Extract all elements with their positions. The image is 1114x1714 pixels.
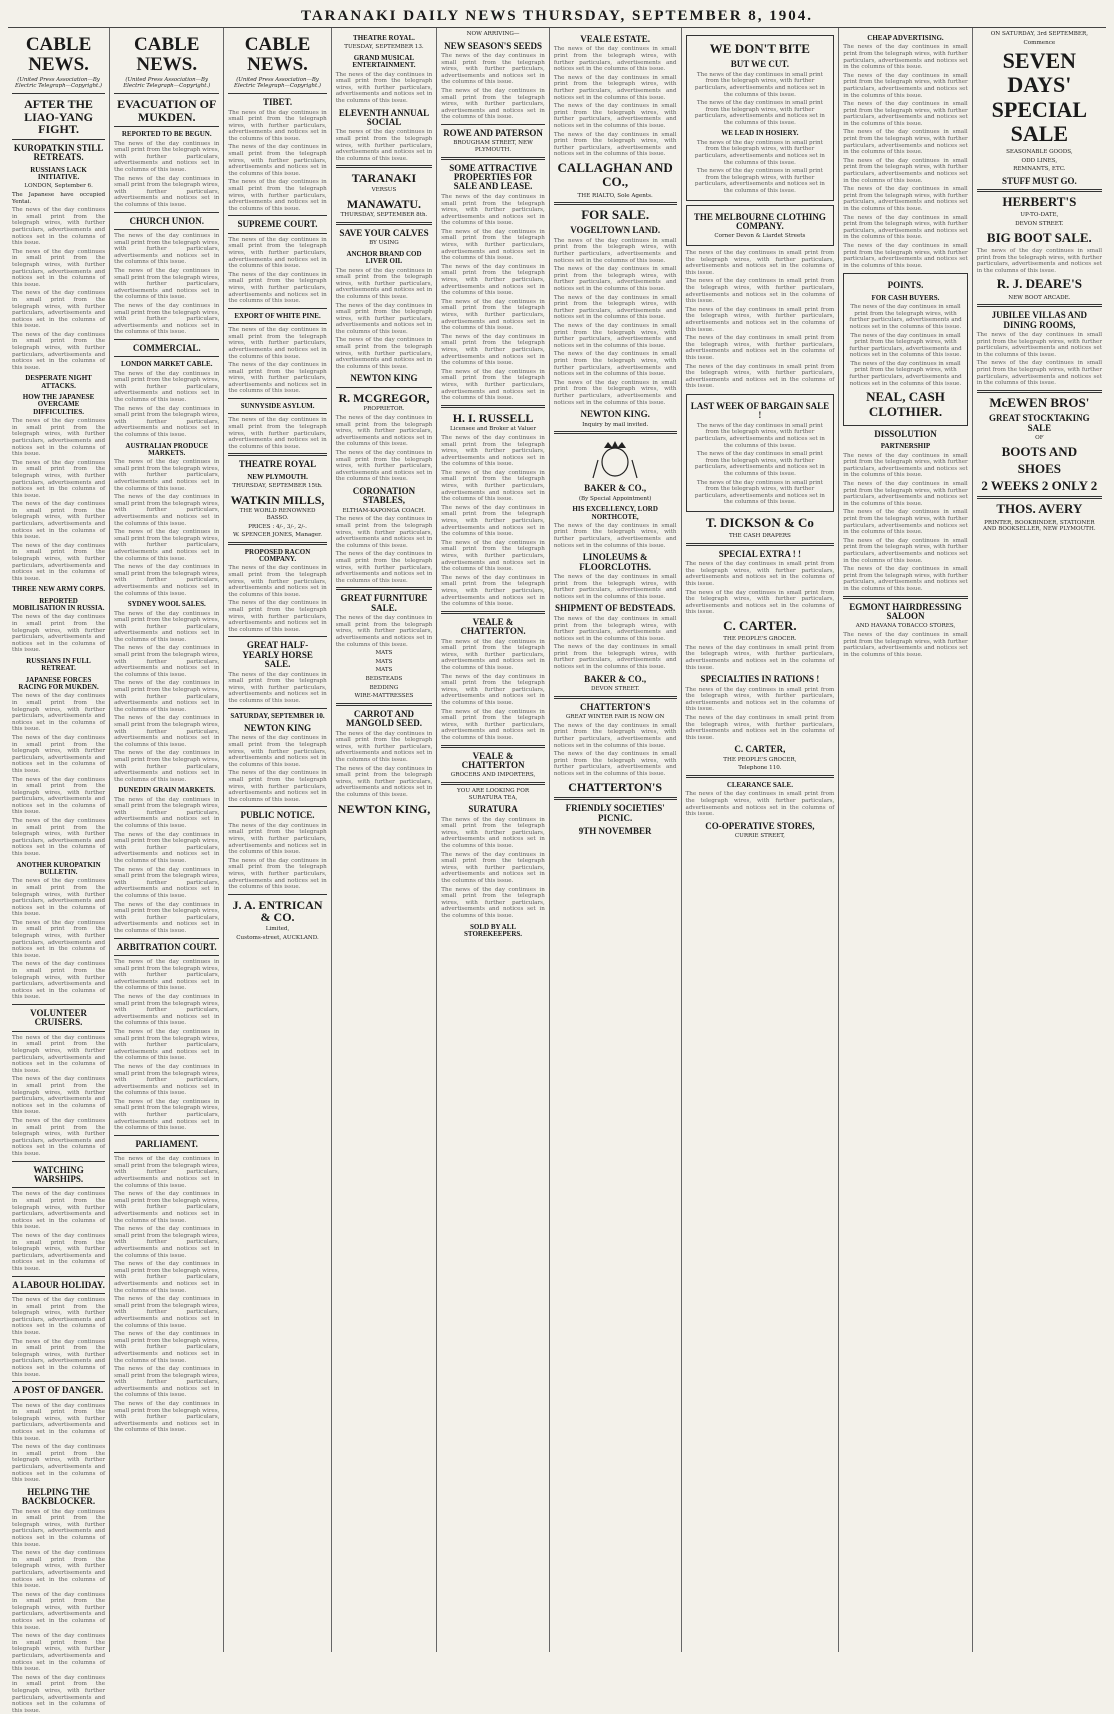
story-title: EXPORT OF WHITE PINE.: [234, 311, 321, 320]
story-title: SYDNEY WOOL SALES.: [127, 600, 206, 609]
cable-news-heading: CABLE NEWS.: [25, 34, 92, 75]
theatre-desc: THE WORLD RENOWNED BASSO.: [239, 508, 316, 521]
ad-title: LINOLEUMS & FLOORCLOTHS.: [579, 552, 652, 572]
ad-date: 9TH NOVEMBER: [578, 825, 652, 836]
ad-title: NEW SEASON'S SEEDS: [444, 40, 542, 51]
ad-title: R. J. DEARE'S: [996, 276, 1082, 292]
ad-title: C. CARTER,: [734, 744, 786, 755]
story-title: PARLIAMENT.: [135, 1138, 198, 1149]
credit: (United Press Association—By Electric Telegraph—Copyright.): [234, 76, 322, 90]
ad-title: R. MCGREGOR,: [338, 390, 430, 405]
ad-title: FRIENDLY SOCIETIES' PICNIC.: [565, 803, 665, 823]
ad-title: SPECIAL EXTRA ! !: [718, 548, 802, 559]
story-subtitle: KUROPATKIN STILL RETREATS.: [13, 142, 104, 163]
ad-title: SHIPMENT OF BEDSTEADS.: [555, 603, 676, 614]
ad-title: BIG BOOT SALE.: [986, 229, 1092, 245]
royal-crest-icon: [590, 438, 640, 480]
theatre-manager: W. SPENCER JONES, Manager.: [233, 532, 323, 539]
story-title: CHURCH UNION.: [129, 215, 204, 226]
theatre-date: THURSDAY, SEPTEMBER 15th.: [232, 483, 323, 490]
ad-title: NEWTON KING,: [337, 801, 431, 816]
story-title: COMMERCIAL.: [132, 342, 201, 353]
story-subtitle: HOW THE JAPANESE OVERCAME DIFFICULTIES.: [22, 393, 95, 416]
ad-title: MANAWATU.: [346, 196, 422, 211]
story-title: TIBET.: [262, 97, 293, 108]
ad-title: CHATTERTON'S: [568, 780, 663, 795]
ad-title: CORONATION STABLES,: [352, 486, 416, 506]
story-kicker: RUSSIANS LACK INITIATIVE.: [30, 165, 87, 182]
story-body: The news of the day continues in small print from the telegraph wires, with further particulars, advertisements and notices set in the columns of this issue.: [12, 207, 106, 247]
theatre-date: TUESDAY, SEPTEMBER 13.: [344, 44, 424, 51]
theatre-title: THEATRE ROYAL: [238, 459, 317, 470]
ad-title: TARANAKI: [351, 171, 417, 186]
ad-title: SEVEN DAYS' SPECIAL SALE: [991, 48, 1088, 146]
column-4: THEATRE ROYAL. TUESDAY, SEPTEMBER 13. GRAND MUSICAL ENTERTAINMENT. The news of the day continues in small print from the telegraph wires, with further particulars, advertisements and notices set in the columns of this issue. ELEVENTH ANNUAL SOCIAL The news of the day continues in small print from the telegraph wires, with further particulars, advertisements and notices set in the columns of this issue. TARANAKI VERSUS MANAWATU. THURSDAY, SEPTEMBER 8th. SAVE YOUR CALVES BY USING ANCHOR BRAND COD LIVER OIL The news of the day continues in small print from the telegraph wires, with further particulars, advertisements and notices set in the columns of this issue. The news of the day continues in small print from the telegraph wires, with further particulars, advertisements and notices set in the columns of this issue. The news of the day continues in small print from the telegraph wires, with further particulars, advertisements and notices set in the columns of this issue. NEWTON KING R. MCGREGOR, PROPRIETOR. The news of the day continues in small print from the telegraph wires, with further particulars, advertisements and notices set in the columns of this issue. The news of the day continues in small print from the telegraph wires, with further particulars, advertisements and notices set in the columns of this issue. CORONATION STABLES, ELTHAM-KAPONGA COACH. The news of the day continues in small print from the telegraph wires, with further particulars, advertisements and notices set in the columns of this issue. The news of the day continues in small print from the telegraph wires, with further particulars, advertisements and notices set in the columns of this issue. GREAT FURNITURE SALE. The news of the day continues in small print from the telegraph wires, with further particulars, advertisements and notices set in the columns of this issue. MATS MATS MATS BEDSTEADS BEDDING WIRE-MATTRESSES CARROT AND MANGOLD SEED. The news of the day continues in small print from the telegraph wires, with further particulars, advertisements and notices set in the columns of this issue. The news of the day continues in small print from the telegraph wires, with further particulars, advertisements and notices set in the columns of this issue. NEWTON KING,: [332, 28, 438, 1652]
story-title: ANOTHER KUROPATKIN BULLETIN.: [16, 860, 101, 876]
cable-news-heading: CABLE NEWS.: [134, 34, 200, 75]
ad-title: BAKER & CO.,: [584, 673, 647, 684]
ad-box: THE MELBOURNE CLOTHING COMPANY. Corner Devon & Liardet Streets: [686, 205, 835, 246]
ad-date: THURSDAY, SEPTEMBER 8th.: [340, 212, 428, 219]
ad-title: THOS. AVERY: [996, 501, 1083, 517]
story-lead: The Japanese have occupied Yentai.: [12, 192, 106, 205]
masthead: TARANAKI DAILY NEWS THURSDAY, SEPTEMBER 8, 1904.: [8, 4, 1106, 28]
ad-subtitle: BUT WE CUT.: [730, 59, 790, 70]
ad-title: LAST WEEK OF BARGAIN SALE !: [690, 400, 830, 421]
theatre-act: GRAND MUSICAL ENTERTAINMENT.: [352, 53, 416, 70]
dateline: LONDON, September 6.: [24, 183, 93, 190]
ad-title: NEAL, CASH CLOTHIER.: [866, 389, 945, 419]
ad-title: CHATTERTON'S: [579, 701, 651, 712]
ad-title: WE DON'T BITE: [709, 41, 810, 56]
ad-title: H. I. RUSSELL: [452, 410, 534, 425]
story-title: RUSSIANS IN FULL RETREAT.: [26, 657, 91, 673]
ad-title: C. CARTER.: [723, 618, 797, 633]
column-5: NOW ARRIVING— NEW SEASON'S SEEDS The news of the day continues in small print from the telegraph wires, with further particulars, advertisements and notices set in the columns of this issue. The news of the day continues in small print from the telegraph wires, with further particulars, advertisements and notices set in the columns of this issue. ROWE AND PATERSON BROUGHAM STREET, NEW PLYMOUTH. SOME ATTRACTIVE PROPERTIES FOR SALE AND LEASE. The news of the day continues in small print from the telegraph wires, with further particulars, advertisements and notices set in the columns of this issue. The news of the day continues in small print from the telegraph wires, with further particulars, advertisements and notices set in the columns of this issue. The news of the day continues in small print from the telegraph wires, with further particulars, advertisements and notices set in the columns of this issue. The news of the day continues in small print from the telegraph wires, with further particulars, advertisements and notices set in the columns of this issue. The news of the day continues in small print from the telegraph wires, with further particulars, advertisements and notices set in the columns of this issue. The news of the day continues in small print from the telegraph wires, with further particulars, advertisements and notices set in the columns of this issue. H. I. RUSSELL Licensee and Broker at Valuer The news of the day continues in small print from the telegraph wires, with further particulars, advertisements and notices set in the columns of this issue. The news of the day continues in small print from the telegraph wires, with further particulars, advertisements and notices set in the columns of this issue. The news of the day continues in small print from the telegraph wires, with further particulars, advertisements and notices set in the columns of this issue. The news of the day continues in small print from the telegraph wires, with further particulars, advertisements and notices set in the columns of this issue. The news of the day continues in small print from the telegraph wires, with further particulars, advertisements and notices set in the columns of this issue. VEALE & CHATTERTON. The news of the day continues in small print from the telegraph wires, with further particulars, advertisements and notices set in the columns of this issue. The news of the day continues in small print from the telegraph wires, with further particulars, advertisements and notices set in the columns of this issue. The news of the day continues in small print from the telegraph wires, with further particulars, advertisements and notices set in the columns of this issue. VEALE & CHATTERTON GROCERS AND IMPORTERS, YOU ARE LOOKING FOR SURATURA TEA, SURATURA The news of the day continues in small print from the telegraph wires, with further particulars, advertisements and notices set in the columns of this issue. The news of the day continues in small print from the telegraph wires, with further particulars, advertisements and notices set in the columns of this issue. The news of the day continues in small print from the telegraph wires, with further particulars, advertisements and notices set in the columns of this issue. SOLD BY ALL STOREKEEPERS.: [437, 28, 550, 1652]
story-title: AUSTRALIAN PRODUCE MARKETS.: [125, 441, 209, 457]
story-title: VOLUNTEER CRUISERS.: [30, 1008, 87, 1028]
ad-weeks: 2 WEEKS 2 ONLY 2: [981, 478, 1098, 494]
ad-title: CALLAGHAN AND CO.,: [557, 159, 673, 190]
theatre-title: THEATRE ROYAL.: [353, 34, 415, 42]
ad-title: CARROT AND MANGOLD SEED.: [345, 708, 422, 729]
ad-title: DISSOLUTION: [874, 428, 937, 439]
ad-title: NEWTON KING: [243, 722, 312, 733]
ad-title: SURATURA: [468, 804, 518, 815]
columns: [8, 28, 1106, 1714]
cable-news-heading: CABLE NEWS.: [244, 34, 311, 75]
column-2: CABLE NEWS. (United Press Association—By Electric Telegraph—Copyright.) EVACUATION OF MUKDEN. REPORTED TO BE BEGUN. The news of the day continues in small print from the telegraph wires, with further particulars, advertisements and notices set in the columns of this issue. The news of the day continues in small print from the telegraph wires, with further particulars, advertisements and notices set in the columns of this issue. CHURCH UNION. The news of the day continues in small print from the telegraph wires, with further particulars, advertisements and notices set in the columns of this issue. The news of the day continues in small print from the telegraph wires, with further particulars, advertisements and notices set in the columns of this issue. The news of the day continues in small print from the telegraph wires, with further particulars, advertisements and notices set in the columns of this issue. COMMERCIAL. LONDON MARKET CABLE. The news of the day continues in small print from the telegraph wires, with further particulars, advertisements and notices set in the columns of this issue. The news of the day continues in small print from the telegraph wires, with further particulars, advertisements and notices set in the columns of this issue. AUSTRALIAN PRODUCE MARKETS. The news of the day continues in small print from the telegraph wires, with further particulars, advertisements and notices set in the columns of this issue. The news of the day continues in small print from the telegraph wires, with further particulars, advertisements and notices set in the columns of this issue. The news of the day continues in small print from the telegraph wires, with further particulars, advertisements and notices set in the columns of this issue. The news of the day continues in small print from the telegraph wires, with further particulars, advertisements and notices set in the columns of this issue. SYDNEY WOOL SALES. The news of the day continues in small print from the telegraph wires, with further particulars, advertisements and notices set in the columns of this issue. The news of the day continues in small print from the telegraph wires, with further particulars, advertisements and notices set in the columns of this issue. The news of the day continues in small print from the telegraph wires, with further particulars, advertisements and notices set in the columns of this issue. The news of the day continues in small print from the telegraph wires, with further particulars, advertisements and notices set in the columns of this issue. The news of the day continues in small print from the telegraph wires, with further particulars, advertisements and notices set in the columns of this issue. DUNEDIN GRAIN MARKETS. The news of the day continues in small print from the telegraph wires, with further particulars, advertisements and notices set in the columns of this issue. The news of the day continues in small print from the telegraph wires, with further particulars, advertisements and notices set in the columns of this issue. The news of the day continues in small print from the telegraph wires, with further particulars, advertisements and notices set in the columns of this issue. The news of the day continues in small print from the telegraph wires, with further particulars, advertisements and notices set in the columns of this issue. ARBITRATION COURT. The news of the day continues in small print from the telegraph wires, with further particulars, advertisements and notices set in the columns of this issue. The news of the day continues in small print from the telegraph wires, with further particulars, advertisements and notices set in the columns of this issue. The news of the day continues in small print from the telegraph wires, with further particulars, advertisements and notices set in the columns of this issue. The news of the day continues in small print from the telegraph wires, with further particulars, advertisements and notices set in the columns of this issue. The news of the day continues in small print from the telegraph wires, with further particulars, advertisements and notices set in the columns of this issue. PARLIAMENT. The news of the day continues in small print from the telegraph wires, with further particulars, advertisements and notices set in the columns of this issue. The news of the day continues in small print from the telegraph wires, with further particulars, advertisements and notices set in the columns of this issue. The news of the day continues in small print from the telegraph wires, with further particulars, advertisements and notices set in the columns of this issue. The news of the day continues in small print from the telegraph wires, with further particulars, advertisements and notices set in the columns of this issue. The news of the day continues in small print from the telegraph wires, with further particulars, advertisements and notices set in the columns of this issue. The news of the day continues in small print from the telegraph wires, with further particulars, advertisements and notices set in the columns of this issue. The news of the day continues in small print from the telegraph wires, with further particulars, advertisements and notices set in the columns of this issue. The news of the day continues in small print from the telegraph wires, with further particulars, advertisements and notices set in the columns of this issue.: [110, 28, 224, 1652]
ad-title: SAVE YOUR CALVES: [339, 227, 429, 238]
ad-title: McEWEN BROS': [989, 394, 1090, 410]
ad-title: NEWTON KING: [350, 373, 418, 384]
ad-title: VEALE & CHATTERTON.: [460, 616, 526, 637]
theatre-place: NEW PLYMOUTH.: [247, 472, 308, 481]
ad-title: EGMONT HAIRDRESSING SALOON: [849, 601, 962, 621]
ad-title: VEALE & CHATTERTON: [461, 750, 525, 770]
story-title: ARBITRATION COURT.: [116, 941, 217, 952]
ad-title: VOGELTOWN LAND.: [570, 225, 661, 236]
ad-title: JUBILEE VILLAS AND DINING ROOMS,: [991, 310, 1088, 330]
ad-box: POINTS. FOR CASH BUYERS. The news of the day continues in small print from the telegraph wires, with further particulars, advertisements and notices set in the columns of this issue. The news of the day continues in small print from the telegraph wires, with further particulars, advertisements and notices set in the columns of this issue. The news of the day continues in small print from the telegraph wires, with further particulars, advertisements and notices set in the columns of this issue. NEAL, CASH CLOTHIER.: [843, 273, 967, 426]
credit: (United Press Association—By Electric Telegraph—Copyright.): [123, 76, 211, 90]
ad-title: POINTS.: [887, 280, 924, 291]
column-8: CHEAP ADVERTISING. The news of the day continues in small print from the telegraph wires, with further particulars, advertisements and notices set in the columns of this issue. The news of the day continues in small print from the telegraph wires, with further particulars, advertisements and notices set in the columns of this issue. The news of the day continues in small print from the telegraph wires, with further particulars, advertisements and notices set in the columns of this issue. The news of the day continues in small print from the telegraph wires, with further particulars, advertisements and notices set in the columns of this issue. The news of the day continues in small print from the telegraph wires, with further particulars, advertisements and notices set in the columns of this issue. The news of the day continues in small print from the telegraph wires, with further particulars, advertisements and notices set in the columns of this issue. The news of the day continues in small print from the telegraph wires, with further particulars, advertisements and notices set in the columns of this issue. The news of the day continues in small print from the telegraph wires, with further particulars, advertisements and notices set in the columns of this issue. POINTS. FOR CASH BUYERS. The news of the day continues in small print from the telegraph wires, with further particulars, advertisements and notices set in the columns of this issue. The news of the day continues in small print from the telegraph wires, with further particulars, advertisements and notices set in the columns of this issue. The news of the day continues in small print from the telegraph wires, with further particulars, advertisements and notices set in the columns of this issue. NEAL, CASH CLOTHIER. DISSOLUTION PARTNERSHIP The news of the day continues in small print from the telegraph wires, with further particulars, advertisements and notices set in the columns of this issue. The news of the day continues in small print from the telegraph wires, with further particulars, advertisements and notices set in the columns of this issue. The news of the day continues in small print from the telegraph wires, with further particulars, advertisements and notices set in the columns of this issue. The news of the day continues in small print from the telegraph wires, with further particulars, advertisements and notices set in the columns of this issue. The news of the day continues in small print from the telegraph wires, with further particulars, advertisements and notices set in the columns of this issue. EGMONT HAIRDRESSING SALOON AND HAVANA TOBACCO STORES, The news of the day continues in small print from the telegraph wires, with further particulars, advertisements and notices set in the columns of this issue.: [839, 28, 972, 1652]
credit: (United Press Association—By Electric Telegraph—Copyright.): [15, 76, 103, 90]
ad-title: GREAT FURNITURE SALE.: [340, 593, 428, 613]
ad-title: BAKER & CO.,: [584, 483, 647, 494]
ad-title: CO-OPERATIVE STORES,: [705, 820, 815, 831]
story-title: DUNEDIN GRAIN MARKETS.: [118, 786, 216, 795]
theatre-prices: PRICES : 4/-, 3/-, 2/-.: [248, 523, 307, 530]
column-9: ON SATURDAY, 3rd SEPTEMBER, Commence SEVEN DAYS' SPECIAL SALE SEASONABLE GOODS, ODD LINES, REMNANTS, ETC. STUFF MUST GO. HERBERT'S UP-TO-DATE, DEVON STREET. BIG BOOT SALE. The news of the day continues in small print from the telegraph wires, with further particulars, advertisements and notices set in the columns of this issue. R. J. DEARE'S NEW BOOT ARCADE. JUBILEE VILLAS AND DINING ROOMS, The news of the day continues in small print from the telegraph wires, with further particulars, advertisements and notices set in the columns of this issue. The news of the day continues in small print from the telegraph wires, with further particulars, advertisements and notices set in the columns of this issue. McEWEN BROS' GREAT STOCKTAKING SALE OF BOOTS AND SHOES 2 WEEKS 2 ONLY 2 THOS. AVERY PRINTER, BOOKBINDER, STATIONER AND BOOKSELLER, NEW PLYMOUTH.: [976, 31, 1102, 533]
ad-box: WE DON'T BITE BUT WE CUT. The news of the day continues in small print from the telegraph wires, with further particulars, advertisements and notices set in the columns of this issue. The news of the day continues in small print from the telegraph wires, with further particulars, advertisements and notices set in the columns of this issue. WE LEAD IN HOSIERY. The news of the day continues in small print from the telegraph wires, with further particulars, advertisements and notices set in the columns of this issue. The news of the day continues in small print from the telegraph wires, with further particulars, advertisements and notices set in the columns of this issue.: [686, 35, 835, 201]
ad-title: J. A. ENTRICAN & CO.: [232, 897, 323, 925]
ad-product: ANCHOR BRAND COD LIVER OIL: [346, 249, 422, 266]
ad-subtitle: FOR CASH BUYERS.: [871, 293, 940, 302]
story-title: SUNNYSIDE ASYLUM.: [240, 402, 315, 411]
story-subtitle: LONDON MARKET CABLE.: [121, 360, 213, 369]
ad-place: Customs-street, AUCKLAND.: [236, 934, 319, 941]
ad-title: PROPOSED RACON COMPANY.: [244, 547, 311, 564]
story-title: EVACUATION OF MUKDEN.: [117, 97, 217, 124]
ad-title: FOR SALE.: [581, 207, 650, 223]
theatre-act: WATKIN MILLS,: [230, 492, 325, 507]
ad-title: CLEARANCE SALE.: [726, 781, 793, 790]
column-6: VEALE ESTATE. The news of the day continues in small print from the telegraph wires, with further particulars, advertisements and notices set in the columns of this issue. The news of the day continues in small print from the telegraph wires, with further particulars, advertisements and notices set in the columns of this issue. The news of the day continues in small print from the telegraph wires, with further particulars, advertisements and notices set in the columns of this issue. The news of the day continues in small print from the telegraph wires, with further particulars, advertisements and notices set in the columns of this issue. CALLAGHAN AND CO., THE RIALTO, Sole Agents. FOR SALE. VOGELTOWN LAND. The news of the day continues in small print from the telegraph wires, with further particulars, advertisements and notices set in the columns of this issue. The news of the day continues in small print from the telegraph wires, with further particulars, advertisements and notices set in the columns of this issue. The news of the day continues in small print from the telegraph wires, with further particulars, advertisements and notices set in the columns of this issue. The news of the day continues in small print from the telegraph wires, with further particulars, advertisements and notices set in the columns of this issue. The news of the day continues in small print from the telegraph wires, with further particulars, advertisements and notices set in the columns of this issue. The news of the day continues in small print from the telegraph wires, with further particulars, advertisements and notices set in the columns of this issue. NEWTON KING. Inquiry by mail invited. BAKER & CO., (By Special Appointment) HIS EXCELLENCY, LORD NORTHCOTE, The news of the day continues in small print from the telegraph wires, with further particulars, advertisements and notices set in the columns of this issue. LINOLEUMS & FLOORCLOTHS. The news of the day continues in small print from the telegraph wires, with further particulars, advertisements and notices set in the columns of this issue. SHIPMENT OF BEDSTEADS. The news of the day continues in small print from the telegraph wires, with further particulars, advertisements and notices set in the columns of this issue. The news of the day continues in small print from the telegraph wires, with further particulars, advertisements and notices set in the columns of this issue. BAKER & CO., DEVON STREET. CHATTERTON'S GREAT WINTER FAIR IS NOW ON The news of the day continues in small print from the telegraph wires, with further particulars, advertisements and notices set in the columns of this issue. The news of the day continues in small print from the telegraph wires, with further particulars, advertisements and notices set in the columns of this issue. CHATTERTON'S FRIENDLY SOCIETIES' PICNIC. 9TH NOVEMBER: [550, 28, 682, 1652]
ad-title: HERBERT'S: [1002, 194, 1077, 210]
story-subtitle: JAPANESE FORCES RACING FOR MUKDEN.: [18, 675, 99, 692]
ad-box: LAST WEEK OF BARGAIN SALE ! The news of the day continues in small print from the telegraph wires, with further particulars, advertisements and notices set in the columns of this issue. The news of the day continues in small print from the telegraph wires, with further particulars, advertisements and notices set in the columns of this issue. The news of the day continues in small print from the telegraph wires, with further particulars, advertisements and notices set in the columns of this issue.: [686, 394, 835, 512]
story-title: WATCHING WARSHIPS.: [33, 1164, 84, 1184]
ad-title: SOLD BY ALL STOREKEEPERS.: [464, 922, 523, 938]
ad-title: SPECIALTIES IN RATIONS !: [700, 674, 820, 685]
story-title: A POST OF DANGER.: [13, 1385, 104, 1396]
story-title: SUPREME COURT.: [237, 219, 318, 230]
ad-title: CHEAP ADVERTISING.: [867, 34, 944, 42]
story-subtitle: REPORTED TO BE BEGUN.: [121, 130, 212, 139]
ad-title: ROWE AND PATERSON: [443, 127, 543, 138]
story-title: A LABOUR HOLIDAY.: [12, 1279, 105, 1290]
story-title: THREE NEW ARMY CORPS.: [12, 585, 106, 594]
ad-title: STUFF MUST GO.: [1001, 175, 1077, 186]
story-title: AFTER THE LIAO-YANG FIGHT.: [24, 97, 93, 137]
ad-subtitle: PARTNERSHIP: [880, 442, 931, 451]
ad-title: GREAT HALF-YEARLY HORSE SALE.: [242, 640, 313, 670]
ad-title: SOME ATTRACTIVE PROPERTIES FOR SALE AND LEASE.: [449, 162, 537, 192]
ad-title: PUBLIC NOTICE.: [240, 810, 315, 821]
ad-subtitle: HIS EXCELLENCY, LORD NORTHCOTE,: [572, 505, 658, 521]
story-title: HELPING THE BACKBLOCKER.: [21, 1486, 96, 1507]
ad-title: NEWTON KING.: [580, 409, 650, 420]
column-3: CABLE NEWS. (United Press Association—By Electric Telegraph—Copyright.) TIBET. The news of the day continues in small print from the telegraph wires, with further particulars, advertisements and notices set in the columns of this issue. The news of the day continues in small print from the telegraph wires, with further particulars, advertisements and notices set in the columns of this issue. The news of the day continues in small print from the telegraph wires, with further particulars, advertisements and notices set in the columns of this issue. SUPREME COURT. The news of the day continues in small print from the telegraph wires, with further particulars, advertisements and notices set in the columns of this issue. The news of the day continues in small print from the telegraph wires, with further particulars, advertisements and notices set in the columns of this issue. EXPORT OF WHITE PINE. The news of the day continues in small print from the telegraph wires, with further particulars, advertisements and notices set in the columns of this issue. The news of the day continues in small print from the telegraph wires, with further particulars, advertisements and notices set in the columns of this issue. SUNNYSIDE ASYLUM. The news of the day continues in small print from the telegraph wires, with further particulars, advertisements and notices set in the columns of this issue. THEATRE ROYAL NEW PLYMOUTH. THURSDAY, SEPTEMBER 15th. WATKIN MILLS, THE WORLD RENOWNED BASSO. PRICES : 4/-, 3/-, 2/-. W. SPENCER JONES, Manager. PROPOSED RACON COMPANY. The news of the day continues in small print from the telegraph wires, with further particulars, advertisements and notices set in the columns of this issue. The news of the day continues in small print from the telegraph wires, with further particulars, advertisements and notices set in the columns of this issue. GREAT HALF-YEARLY HORSE SALE. The news of the day continues in small print from the telegraph wires, with further particulars, advertisements and notices set in the columns of this issue. SATURDAY, SEPTEMBER 10. NEWTON KING The news of the day continues in small print from the telegraph wires, with further particulars, advertisements and notices set in the columns of this issue. The news of the day continues in small print from the telegraph wires, with further particulars, advertisements and notices set in the columns of this issue. PUBLIC NOTICE. The news of the day continues in small print from the telegraph wires, with further particulars, advertisements and notices set in the columns of this issue. The news of the day continues in small print from the telegraph wires, with further particulars, advertisements and notices set in the columns of this issue. J. A. ENTRICAN & CO. Limited, Customs-street, AUCKLAND.: [224, 28, 331, 1652]
column-7: WE DON'T BITE BUT WE CUT. The news of the day continues in small print from the telegraph wires, with further particulars, advertisements and notices set in the columns of this issue. The news of the day continues in small print from the telegraph wires, with further particulars, advertisements and notices set in the columns of this issue. WE LEAD IN HOSIERY. The news of the day continues in small print from the telegraph wires, with further particulars, advertisements and notices set in the columns of this issue. The news of the day continues in small print from the telegraph wires, with further particulars, advertisements and notices set in the columns of this issue. THE MELBOURNE CLOTHING COMPANY. Corner Devon & Liardet Streets The news of the day continues in small print from the telegraph wires, with further particulars, advertisements and notices set in the columns of this issue. The news of the day continues in small print from the telegraph wires, with further particulars, advertisements and notices set in the columns of this issue. The news of the day continues in small print from the telegraph wires, with further particulars, advertisements and notices set in the columns of this issue. The news of the day continues in small print from the telegraph wires, with further particulars, advertisements and notices set in the columns of this issue. The news of the day continues in small print from the telegraph wires, with further particulars, advertisements and notices set in the columns of this issue. LAST WEEK OF BARGAIN SALE ! The news of the day continues in small print from the telegraph wires, with further particulars, advertisements and notices set in the columns of this issue. The news of the day continues in small print from the telegraph wires, with further particulars, advertisements and notices set in the columns of this issue. The news of the day continues in small print from the telegraph wires, with further particulars, advertisements and notices set in the columns of this issue. T. DICKSON & Co THE CASH DRAPERS SPECIAL EXTRA ! ! The news of the day continues in small print from the telegraph wires, with further particulars, advertisements and notices set in the columns of this issue. The news of the day continues in small print from the telegraph wires, with further particulars, advertisements and notices set in the columns of this issue. C. CARTER. THE PEOPLE'S GROCER. The news of the day continues in small print from the telegraph wires, with further particulars, advertisements and notices set in the columns of this issue. SPECIALTIES IN RATIONS ! The news of the day continues in small print from the telegraph wires, with further particulars, advertisements and notices set in the columns of this issue. The news of the day continues in small print from the telegraph wires, with further particulars, advertisements and notices set in the columns of this issue. C. CARTER, THE PEOPLE'S GROCER, Telephone 110. CLEARANCE SALE. The news of the day continues in small print from the telegraph wires, with further particulars, advertisements and notices set in the columns of this issue. CO-OPERATIVE STORES, CURRIE STREET,: [682, 28, 840, 1652]
ad-title: VEALE ESTATE.: [580, 34, 650, 44]
ad-subtitle: GREAT STOCKTAKING SALE: [989, 413, 1090, 433]
story-title: DESPERATE NIGHT ATTACKS.: [25, 374, 92, 390]
ad-subtitle: SATURDAY, SEPTEMBER 10.: [230, 711, 325, 720]
ad-title: THE MELBOURNE CLOTHING COMPANY.: [693, 211, 826, 232]
ad-title: ELEVENTH ANNUAL SOCIAL: [338, 107, 430, 128]
ad-title: T. DICKSON & Co: [705, 514, 814, 530]
column-1: CABLE NEWS. (United Press Association—By Electric Telegraph—Copyright.) AFTER THE LIAO-YANG FIGHT. KUROPATKIN STILL RETREATS. RUSSIANS LACK INITIATIVE. LONDON, September 6. The Japanese have occupied Yentai. The news of the day continues in small print from the telegraph wires, with further particulars, advertisements and notices set in the columns of this issue. The news of the day continues in small print from the telegraph wires, with further particulars, advertisements and notices set in the columns of this issue. The news of the day continues in small print from the telegraph wires, with further particulars, advertisements and notices set in the columns of this issue. The news of the day continues in small print from the telegraph wires, with further particulars, advertisements and notices set in the columns of this issue. DESPERATE NIGHT ATTACKS. HOW THE JAPANESE OVERCAME DIFFICULTIES. The news of the day continues in small print from the telegraph wires, with further particulars, advertisements and notices set in the columns of this issue. The news of the day continues in small print from the telegraph wires, with further particulars, advertisements and notices set in the columns of this issue. The news of the day continues in small print from the telegraph wires, with further particulars, advertisements and notices set in the columns of this issue. The news of the day continues in small print from the telegraph wires, with further particulars, advertisements and notices set in the columns of this issue. THREE NEW ARMY CORPS. REPORTED MOBILISATION IN RUSSIA. The news of the day continues in small print from the telegraph wires, with further particulars, advertisements and notices set in the columns of this issue. RUSSIANS IN FULL RETREAT. JAPANESE FORCES RACING FOR MUKDEN. The news of the day continues in small print from the telegraph wires, with further particulars, advertisements and notices set in the columns of this issue. The news of the day continues in small print from the telegraph wires, with further particulars, advertisements and notices set in the columns of this issue. The news of the day continues in small print from the telegraph wires, with further particulars, advertisements and notices set in the columns of this issue. The news of the day continues in small print from the telegraph wires, with further particulars, advertisements and notices set in the columns of this issue. ANOTHER KUROPATKIN BULLETIN. The news of the day continues in small print from the telegraph wires, with further particulars, advertisements and notices set in the columns of this issue. The news of the day continues in small print from the telegraph wires, with further particulars, advertisements and notices set in the columns of this issue. The news of the day continues in small print from the telegraph wires, with further particulars, advertisements and notices set in the columns of this issue. VOLUNTEER CRUISERS. The news of the day continues in small print from the telegraph wires, with further particulars, advertisements and notices set in the columns of this issue. The news of the day continues in small print from the telegraph wires, with further particulars, advertisements and notices set in the columns of this issue. The news of the day continues in small print from the telegraph wires, with further particulars, advertisements and notices set in the columns of this issue. WATCHING WARSHIPS. The news of the day continues in small print from the telegraph wires, with further particulars, advertisements and notices set in the columns of this issue. The news of the day continues in small print from the telegraph wires, with further particulars, advertisements and notices set in the columns of this issue. A LABOUR HOLIDAY. The news of the day continues in small print from the telegraph wires, with further particulars, advertisements and notices set in the columns of this issue. The news of the day continues in small print from the telegraph wires, with further particulars, advertisements and notices set in the columns of this issue. A POST OF DANGER. The news of the day continues in small print from the telegraph wires, with further particulars, advertisements and notices set in the columns of this issue. The news of the day continues in small print from the telegraph wires, with further particulars, advertisements and notices set in the columns of this issue. HELPING THE BACKBLOCKER. The news of the day continues in small print from the telegraph wires, with further particulars, advertisements and notices set in the columns of this issue. The news of the day continues in small print from the telegraph wires, with further particulars, advertisements and notices set in the columns of this issue. The news of the day continues in small print from the telegraph wires, with further particulars, advertisements and notices set in the columns of this issue. The news of the day continues in small print from the telegraph wires, with further particulars, advertisements and notices set in the columns of this issue. The news of the day continues in small print from the telegraph wires, with further particulars, advertisements and notices set in the columns of this issue.: [8, 28, 110, 1652]
story-title: REPORTED MOBILISATION IN RUSSIA.: [12, 596, 105, 613]
